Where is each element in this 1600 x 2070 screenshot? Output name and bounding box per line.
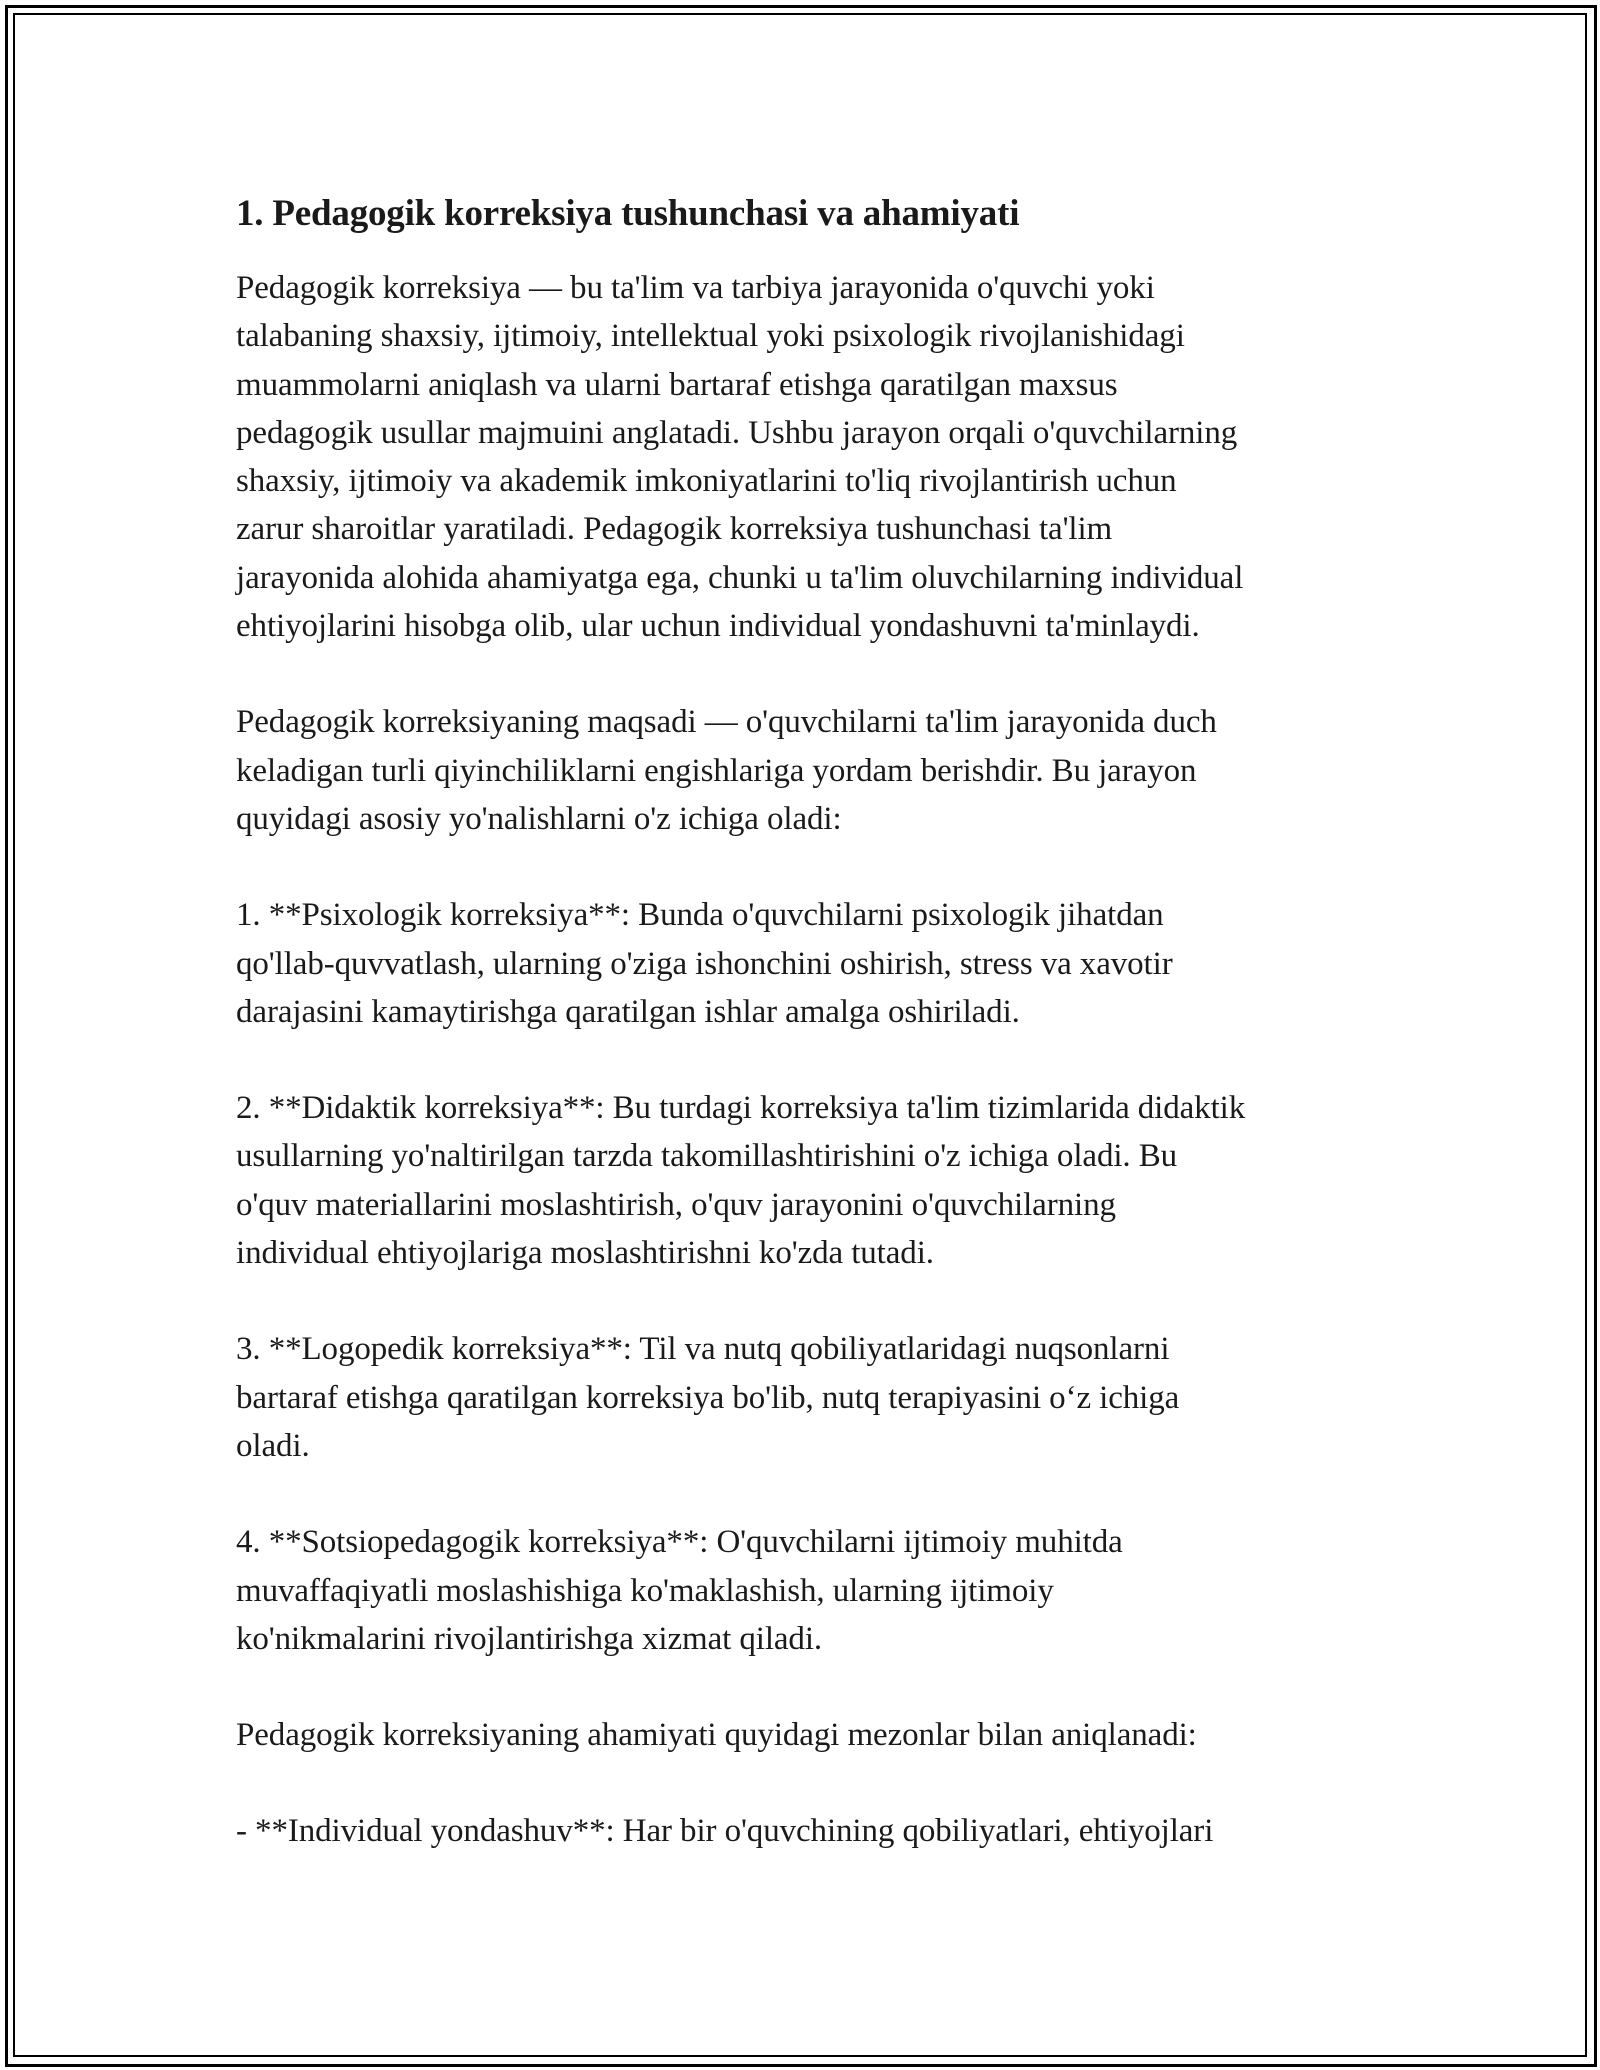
importance-paragraph: Pedagogik korreksiyaning ahamiyati quyidagi mezonlar bilan aniqlanadi: [236,1717,1197,1754]
document-page [236,186,1376,1856]
list-item-didactic: 2. **Didaktik korreksiya**: Bu turdagi korreksiya ta'lim tizimlarida didaktik usullarning yo'naltirilgan tarzda takomillashtirishini o'z ichiga oladi. Bu o'quv materiallarini moslashtirish, o'quv jarayonini o'quvchilarning individual ehtiyojlariga moslashtirishni ko'zda tutadi. [236,1090,1246,1272]
purpose-paragraph: Pedagogik korreksiyaning maqsadi — o'quvchilarni ta'lim jarayonida duch keladigan turli qiyinchiliklarni engishlariga yordam berishdir. Bu jarayon quyidagi asosiy yo'nalishlarni o'z ichiga oladi: [236,704,1217,837]
intro-paragraph: Pedagogik korreksiya — bu ta'lim va tarbiya jarayonida o'quvchi yoki talabaning shaxsiy, ijtimoiy, intellektual yoki psixologik rivojlanishidagi muammolarni aniqlash va ularni bartaraf etishga qaratilgan maxsus pedagogik usullar majmuini anglatadi. Ushbu jarayon orqali o'quvchilarning shaxsiy, ijtimoiy va akademik imkoniyatlarini to'liq rivojlantirish uchun zarur sharoitlar yaratiladi. Pedagogik korreksiya tushunchasi ta'lim jarayonida alohida ahamiyatga ega, chunki u ta'lim oluvchilarning individual ehtiyojlarini hisobga olib, ular uchun individual yondashuvni ta'minlaydi. [236,270,1244,645]
bullet-individual-approach: - **Individual yondashuv**: Har bir o'quvchining qobiliyatlari, ehtiyojlari [236,1813,1214,1850]
list-item-speech-therapy: 3. **Logopedik korreksiya**: Til va nutq qobiliyatlaridagi nuqsonlarni bartaraf etishga qaratilgan korreksiya bo'lib, nutq terapiyasini o‘z ichiga oladi. [236,1331,1180,1464]
list-item-psychological: 1. **Psixologik korreksiya**: Bunda o'quvchilarni psixologik jihatdan qo'llab-quvvatlash, ularning o'ziga ishonchini oshirish, stress va xavotir darajasini kamaytirishga qaratilgan ishlar amalga oshiriladi. [236,897,1173,1030]
list-item-sociopedagogical: 4. **Sotsiopedagogik korreksiya**: O'quvchilarni ijtimoiy muhitda muvaffaqiyatli moslashishiga ko'maklashish, ularning ijtimoiy ko'nikmalarini rivojlantirishga xizmat qiladi. [236,1524,1123,1657]
section-heading: 1. Pedagogik korreksiya tushunchasi va ahamiyati [236,193,1020,234]
